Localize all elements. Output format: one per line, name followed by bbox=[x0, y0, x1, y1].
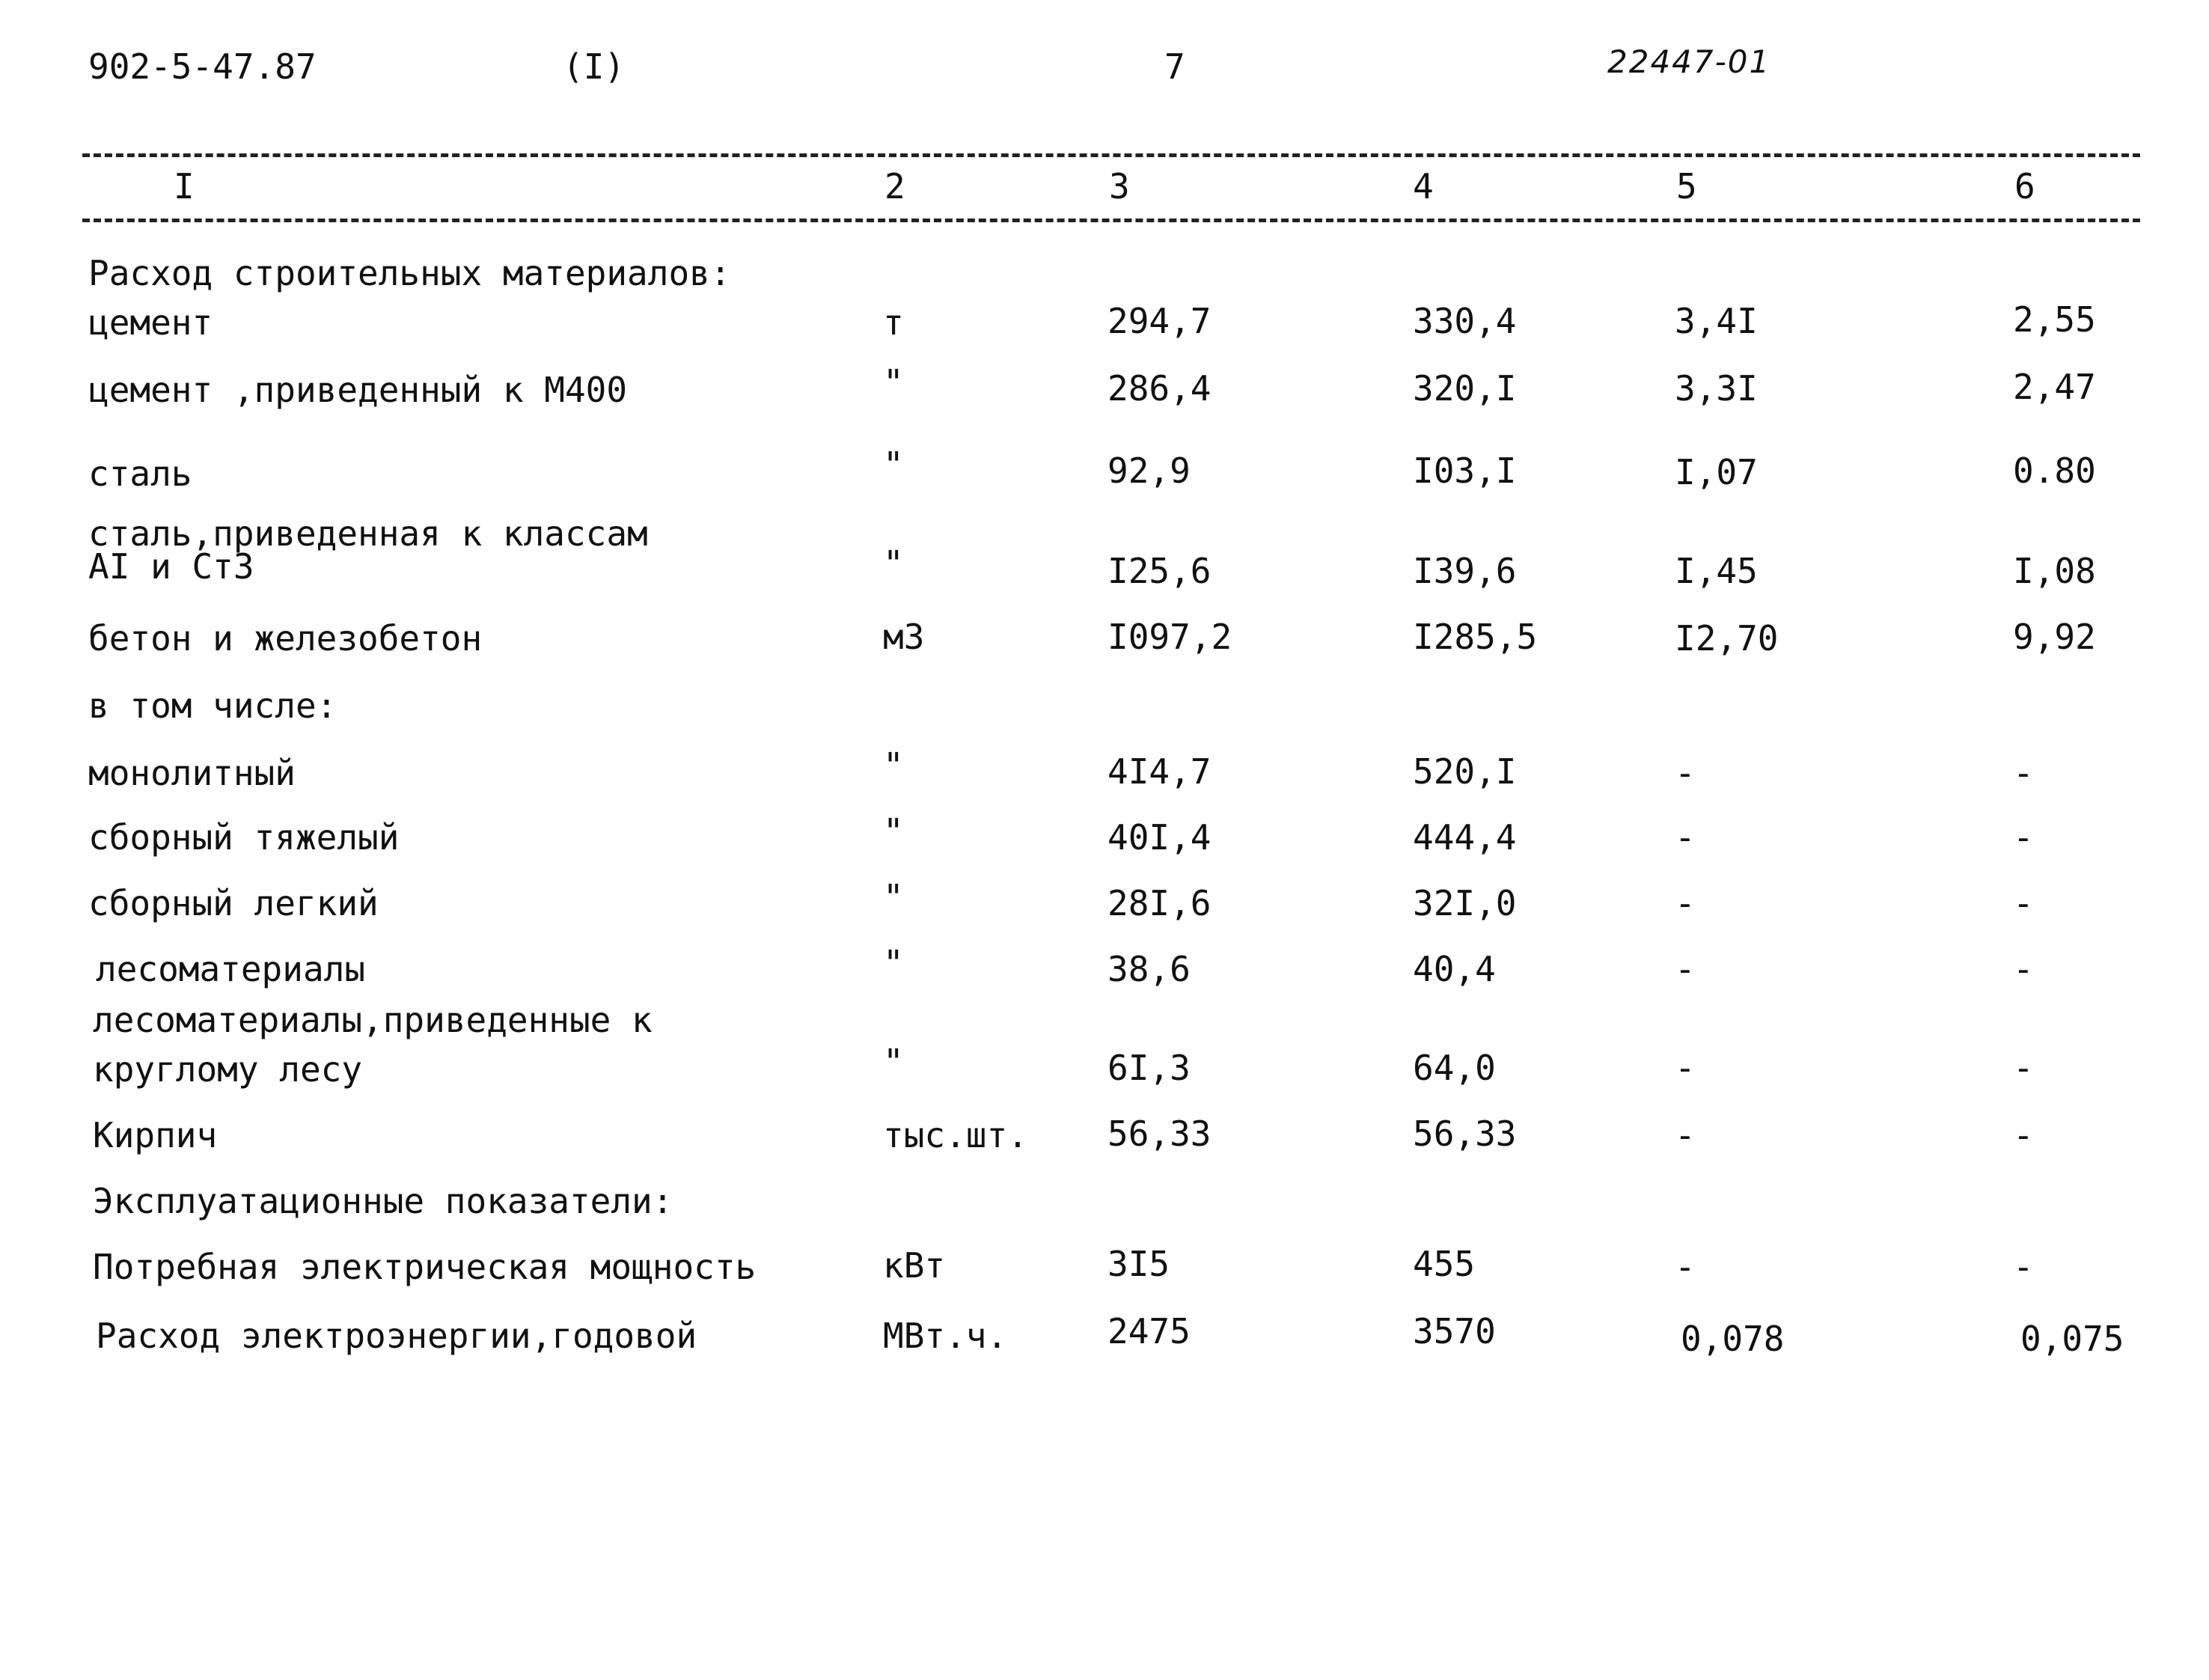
row-label: цемент ,приведенный к М400 bbox=[88, 370, 628, 410]
row-label: сборный тяжелый bbox=[88, 817, 400, 858]
row-value-col4: 3570 bbox=[1413, 1311, 1496, 1351]
row-value-col5: - bbox=[1675, 1048, 1696, 1088]
row-label: Потребная электрическая мощность bbox=[93, 1247, 757, 1287]
row-value-col4: 32I,0 bbox=[1413, 883, 1517, 923]
row-value-col3: 92,9 bbox=[1107, 450, 1191, 491]
row-label-line2: AI и Ст3 bbox=[88, 546, 254, 587]
row-value-col6: 0.80 bbox=[2013, 450, 2096, 491]
row-value-col3: I25,6 bbox=[1107, 551, 1212, 591]
row-value-col5: I,07 bbox=[1675, 452, 1758, 492]
row-label: сталь,приведенная к классам bbox=[88, 513, 648, 554]
row-label: бетон и железобетон bbox=[88, 618, 483, 659]
row-value-col3: 40I,4 bbox=[1107, 817, 1212, 858]
column-number-5: 5 bbox=[1676, 166, 1697, 207]
row-unit: " bbox=[883, 943, 904, 983]
row-label: монолитный bbox=[88, 753, 296, 793]
row-value-col5: - bbox=[1675, 1247, 1696, 1287]
row-label: Кирпич bbox=[93, 1115, 218, 1155]
row-value-col5: - bbox=[1675, 817, 1696, 858]
header-rule-bottom bbox=[82, 219, 2140, 222]
header-rule-top bbox=[82, 153, 2140, 157]
row-unit: " bbox=[883, 877, 904, 917]
row-unit: " bbox=[883, 362, 904, 403]
row-unit: м3 bbox=[883, 617, 925, 657]
row-value-col5: 0,078 bbox=[1681, 1319, 1785, 1359]
row-value-col5: 3,3I bbox=[1675, 368, 1758, 409]
row-value-col3: I097,2 bbox=[1107, 617, 1232, 657]
row-value-col5: 3,4I bbox=[1675, 301, 1758, 341]
row-value-col3: 28I,6 bbox=[1107, 883, 1212, 923]
row-value-col3: 286,4 bbox=[1107, 368, 1212, 409]
row-unit: тыс.шт. bbox=[883, 1115, 1028, 1155]
row-label: цемент bbox=[88, 302, 213, 343]
row-value-col4: I39,6 bbox=[1413, 551, 1517, 591]
section-heading-materials: Расход строительных материалов: bbox=[88, 253, 731, 293]
row-value-col3: 294,7 bbox=[1107, 301, 1212, 341]
row-value-col3: 2475 bbox=[1107, 1311, 1191, 1351]
row-label: Расход электроэнергии,годовой bbox=[96, 1316, 697, 1356]
row-value-col6: 2,47 bbox=[2013, 367, 2096, 407]
row-value-col3: 6I,3 bbox=[1107, 1048, 1191, 1088]
column-number-6: 6 bbox=[2014, 166, 2035, 207]
row-value-col4: 444,4 bbox=[1413, 817, 1517, 858]
row-value-col6: - bbox=[2013, 1048, 2034, 1088]
row-value-col6: - bbox=[2013, 753, 2034, 793]
row-unit: МВт.ч. bbox=[883, 1316, 1008, 1356]
column-number-2: 2 bbox=[884, 166, 905, 207]
row-value-col6: 0,075 bbox=[2020, 1319, 2124, 1359]
page-number: 7 bbox=[1164, 46, 1185, 87]
row-value-col6: - bbox=[2013, 817, 2034, 858]
row-value-col4: 56,33 bbox=[1413, 1114, 1517, 1154]
row-value-col6: - bbox=[2013, 1247, 2034, 1287]
row-value-col4: 64,0 bbox=[1413, 1048, 1496, 1088]
row-value-col5: I,45 bbox=[1675, 551, 1758, 591]
row-value-col4: 520,I bbox=[1413, 751, 1517, 792]
row-value-col3: 4I4,7 bbox=[1107, 751, 1212, 792]
section-heading-operational: Эксплуатационные показатели: bbox=[93, 1181, 673, 1221]
row-value-col6: 2,55 bbox=[2013, 299, 2096, 340]
row-value-col6: I,08 bbox=[2013, 551, 2096, 591]
row-unit: " bbox=[883, 745, 904, 786]
row-value-col6: - bbox=[2013, 949, 2034, 989]
row-unit: " bbox=[883, 445, 904, 485]
row-value-col4: 330,4 bbox=[1413, 301, 1517, 341]
row-value-col5: - bbox=[1675, 949, 1696, 989]
row-unit: " bbox=[883, 543, 904, 584]
row-value-col5: - bbox=[1675, 753, 1696, 793]
column-number-4: 4 bbox=[1413, 166, 1434, 207]
row-value-col5: - bbox=[1675, 883, 1696, 923]
row-unit: " bbox=[883, 811, 904, 852]
row-value-col5: I2,70 bbox=[1675, 618, 1779, 659]
row-unit: т bbox=[883, 302, 904, 343]
row-label-line2: круглому лесу bbox=[93, 1049, 363, 1090]
section-number: (I) bbox=[563, 46, 626, 87]
row-value-col4: I285,5 bbox=[1413, 617, 1538, 657]
row-label: лесоматериалы,приведенные к bbox=[93, 1000, 653, 1040]
row-value-col3: 56,33 bbox=[1107, 1114, 1212, 1154]
row-label: лесоматериалы bbox=[96, 949, 366, 989]
row-value-col3: 3I5 bbox=[1107, 1244, 1170, 1284]
row-value-col6: - bbox=[2013, 883, 2034, 923]
column-number-1: I bbox=[174, 166, 195, 207]
row-value-col4: 455 bbox=[1413, 1244, 1476, 1284]
subsection-heading: в том числе: bbox=[88, 685, 337, 726]
row-value-col4: 40,4 bbox=[1413, 949, 1496, 989]
sheet-code: 22447-01 bbox=[1607, 43, 1771, 80]
row-value-col5: - bbox=[1675, 1115, 1696, 1155]
row-unit: " bbox=[883, 1042, 904, 1082]
column-number-3: 3 bbox=[1109, 166, 1130, 207]
row-label: сборный легкий bbox=[88, 883, 379, 923]
document-code: 902-5-47.87 bbox=[88, 46, 317, 87]
row-value-col6: - bbox=[2013, 1115, 2034, 1155]
row-value-col6: 9,92 bbox=[2013, 617, 2096, 657]
row-value-col4: 320,I bbox=[1413, 368, 1517, 409]
row-value-col3: 38,6 bbox=[1107, 949, 1191, 989]
row-unit: кВт bbox=[883, 1245, 946, 1286]
row-value-col4: I03,I bbox=[1413, 450, 1517, 491]
row-label: сталь bbox=[88, 453, 192, 494]
